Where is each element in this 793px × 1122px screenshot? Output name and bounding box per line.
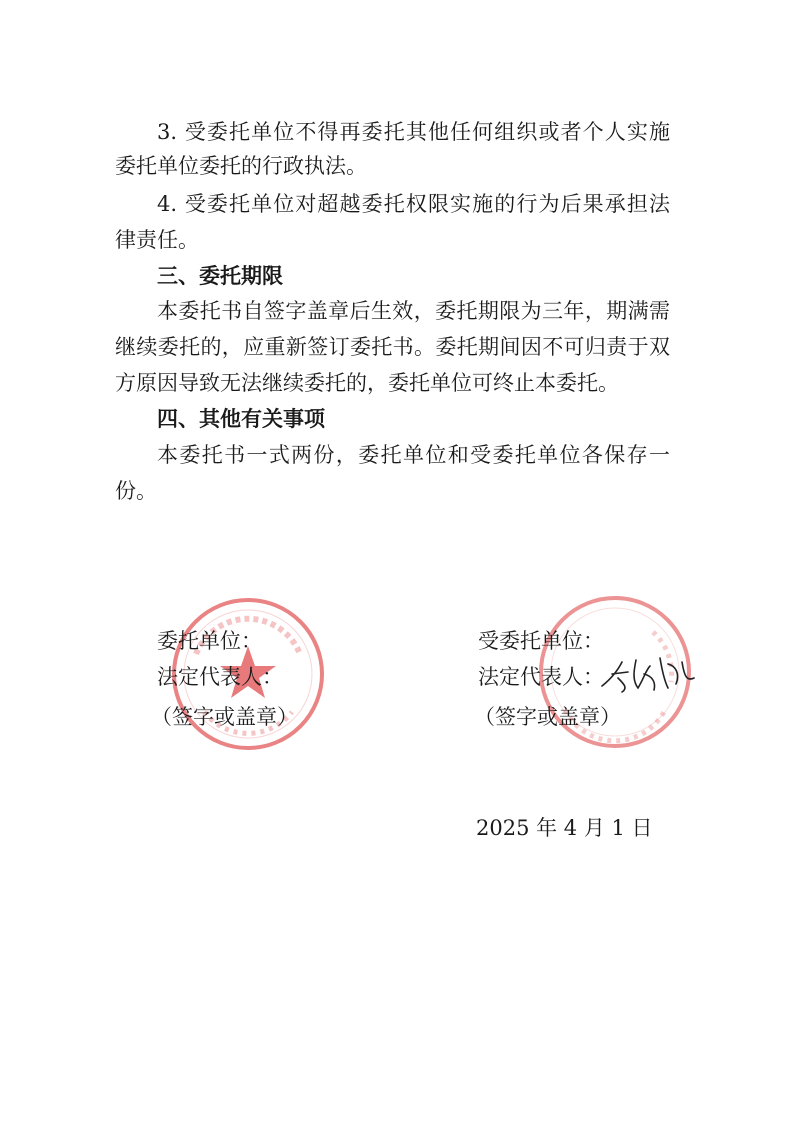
- principal-sign-note: （签字或盖章）: [151, 705, 298, 729]
- clause-4-line-1: 4. 受委托单位对超越委托权限实施的行为后果承担法: [157, 192, 670, 216]
- section-4-heading: 四、其他有关事项: [157, 407, 325, 431]
- clause-4-line-2: 律责任。: [115, 228, 199, 252]
- handwritten-signature: [598, 648, 698, 698]
- agent-unit-label: 受委托单位：: [478, 629, 604, 653]
- section-3-heading: 三、委托期限: [157, 264, 283, 288]
- principal-unit-label: 委托单位：: [157, 629, 262, 653]
- agent-sign-note: （签字或盖章）: [474, 705, 621, 729]
- section-4-line-2: 份。: [115, 479, 157, 503]
- clause-3-line-1: 3. 受委托单位不得再委托其他任何组织或者个人实施: [157, 120, 670, 144]
- clause-3-line-2: 委托单位委托的行政执法。: [115, 154, 367, 178]
- agent-representative-label: 法定代表人：: [478, 665, 604, 689]
- section-3-line-1: 本委托书自签字盖章后生效，委托期限为三年，期满需: [157, 299, 670, 323]
- section-4-line-1: 本委托书一式两份，委托单位和受委托单位各保存一: [157, 443, 670, 467]
- section-3-line-2: 继续委托的，应重新签订委托书。委托期间因不可归责于双: [115, 335, 670, 359]
- principal-representative-label: 法定代表人：: [157, 665, 283, 689]
- section-3-line-3: 方原因导致无法继续委托的，委托单位可终止本委托。: [115, 371, 619, 395]
- document-date: 2025 年 4 月 1 日: [476, 816, 653, 840]
